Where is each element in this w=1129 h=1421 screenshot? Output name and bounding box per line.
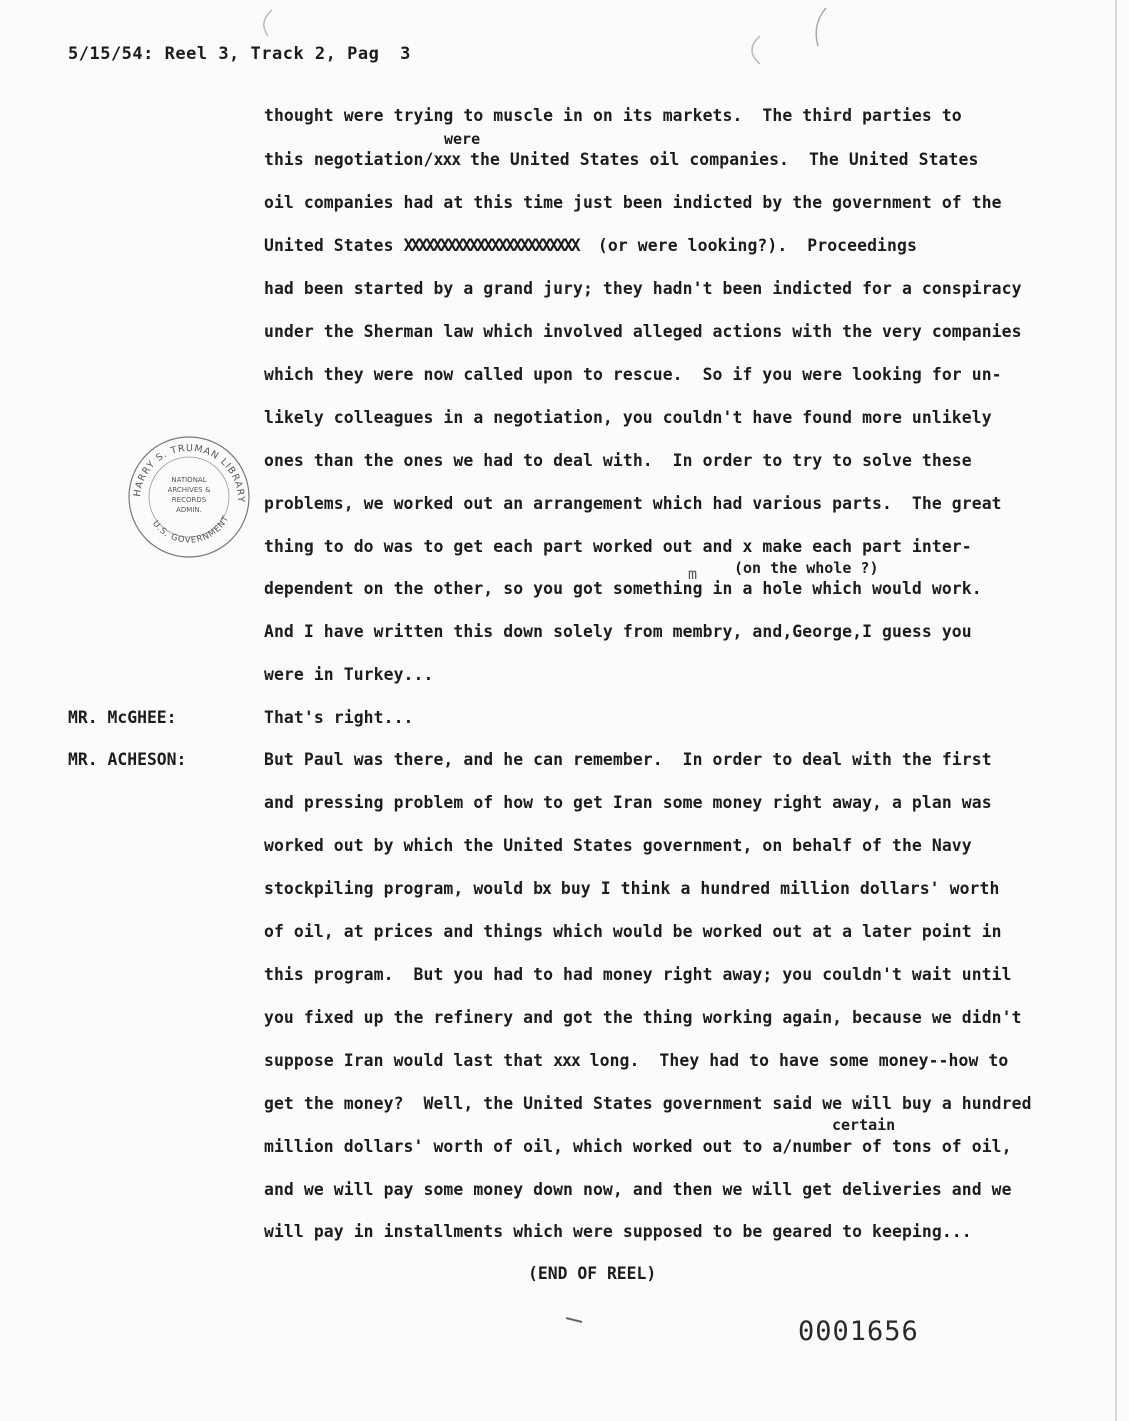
- text-line: But Paul was there, and he can remember. In order to deal with the first: [264, 750, 992, 769]
- text-line: problems, we worked out an arrangement which had various parts. The great: [264, 494, 1002, 513]
- end-of-reel-note: (END OF REEL): [528, 1264, 657, 1283]
- svg-text:ADMIN.: ADMIN.: [176, 506, 202, 514]
- text-line: of oil, at prices and things which would be worked out at a later point in: [264, 922, 1002, 941]
- text-line: will pay in installments which were supposed to be geared to keeping...: [264, 1222, 972, 1241]
- text-line: this negotiation/xxx the United States oil companies. The United States: [264, 150, 979, 169]
- text-line: million dollars' worth of oil, which worked out to a/number of tons of oil,: [264, 1137, 1012, 1156]
- text-line: thought were trying to muscle in on its markets. The third parties to: [264, 106, 962, 125]
- text-line: had been started by a grand jury; they hadn't been indicted for a conspiracy: [264, 279, 1022, 298]
- text-line: United States XXXXXXXXXXXXXXXXXXXXXXXX (or were looking?). Proceedings: [264, 236, 917, 255]
- handwritten-insert: were: [444, 130, 481, 148]
- text-line: under the Sherman law which involved alleged actions with the very companies: [264, 322, 1022, 341]
- header-date: 5/15/54:: [68, 44, 154, 64]
- text-line: dependent on the other, so you got something in a hole which would work.: [264, 579, 982, 598]
- handwritten-insert: certain: [832, 1116, 896, 1134]
- text-line: were in Turkey...: [264, 665, 434, 684]
- text-line: this program. But you had to had money right away; you couldn't wait until: [264, 965, 1012, 984]
- text-line: thing to do was to get each part worked out and x make each part inter-: [264, 537, 972, 556]
- svg-text:NATIONAL: NATIONAL: [171, 476, 207, 484]
- text-line: and we will pay some money down now, and then we will get deliveries and we: [264, 1180, 1012, 1199]
- text-line: That's right...: [264, 708, 414, 727]
- struck-text: xxx: [553, 1051, 580, 1070]
- text-line: stockpiling program, would bx buy I think a hundred million dollars' worth: [264, 879, 1000, 898]
- text-line: get the money? Well, the United States government said we will buy a hundred: [264, 1094, 1032, 1113]
- handwritten-insert: m: [688, 565, 698, 583]
- svg-text:RECORDS: RECORDS: [171, 496, 207, 504]
- header-reel-info: Reel 3, Track 2, Pag: [164, 44, 380, 64]
- speaker-label: MR. McGHEE:: [68, 708, 177, 727]
- text-line: worked out by which the United States government, on behalf of the Navy: [264, 836, 972, 855]
- text-line: and pressing problem of how to get Iran some money right away, a plan was: [264, 793, 992, 812]
- svg-text:U.S. GOVERNMENT: U.S. GOVERNMENT: [150, 514, 232, 546]
- header-page-number: 3: [400, 44, 411, 64]
- text-line: likely colleagues in a negotiation, you couldn't have found more unlikely: [264, 408, 992, 427]
- document-number: 0001656: [798, 1316, 919, 1347]
- struck-text: xxx: [433, 150, 461, 169]
- text-line: oil companies had at this time just been indicted by the government of the: [264, 193, 1002, 212]
- text-line: which they were now called upon to rescue. So if you were looking for un-: [264, 365, 1002, 384]
- text-line: suppose Iran would last that xxx long. They had to have some money--how to: [264, 1051, 1009, 1070]
- page-header: [68, 44, 411, 64]
- svg-text:HARRY S. TRUMAN LIBRARY: HARRY S. TRUMAN LIBRARY: [132, 442, 247, 504]
- struck-text: XXXXXXXXXXXXXXXXXXXXXXXX: [403, 236, 578, 255]
- text-line: you fixed up the refinery and got the thing working again, because we didn't: [264, 1008, 1022, 1027]
- struck-text: bx: [533, 879, 551, 898]
- handwritten-insert: (on the whole ?): [734, 559, 879, 577]
- text-line: And I have written this down solely from membry, and,George,I guess you: [264, 622, 972, 641]
- text-line: ones than the ones we had to deal with. In order to try to solve these: [264, 451, 972, 470]
- speaker-label: MR. ACHESON:: [68, 750, 187, 769]
- archive-stamp-icon: [124, 432, 254, 562]
- svg-text:ARCHIVES &: ARCHIVES &: [167, 486, 211, 494]
